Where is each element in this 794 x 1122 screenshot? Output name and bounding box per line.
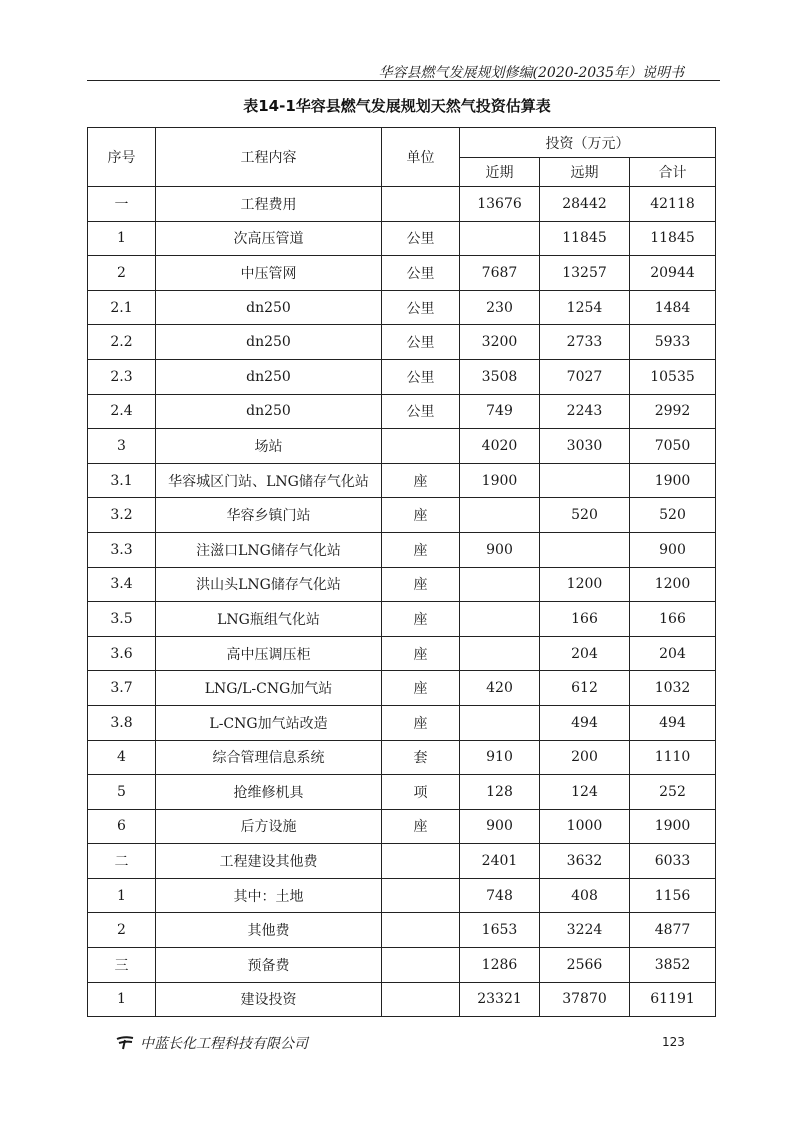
cell-far: 204 [540, 636, 630, 671]
header-content: 工程内容 [156, 128, 382, 187]
cell-near: 4020 [460, 429, 540, 464]
cell-total: 20944 [630, 256, 716, 291]
cell-content: 综合管理信息系统 [156, 740, 382, 775]
table-row [88, 636, 716, 671]
cell-content: 其他费 [156, 913, 382, 948]
cell-far: 200 [540, 740, 630, 775]
table-row [88, 809, 716, 844]
cell-content: 洪山头LNG储存气化站 [156, 567, 382, 602]
cell-near: 900 [460, 809, 540, 844]
cell-total: 1200 [630, 567, 716, 602]
cell-unit [382, 948, 460, 983]
cell-seq: 2.1 [88, 290, 156, 325]
cell-far: 7027 [540, 359, 630, 394]
cell-near: 749 [460, 394, 540, 429]
cell-total: 1032 [630, 671, 716, 706]
cell-seq: 一 [88, 187, 156, 222]
cell-unit: 公里 [382, 290, 460, 325]
cell-far: 3030 [540, 429, 630, 464]
table-row [88, 671, 716, 706]
cell-far: 3224 [540, 913, 630, 948]
cell-near [460, 602, 540, 637]
cell-near: 1900 [460, 463, 540, 498]
header-unit: 单位 [382, 128, 460, 187]
cell-unit: 座 [382, 498, 460, 533]
cell-near: 230 [460, 290, 540, 325]
cell-content: dn250 [156, 394, 382, 429]
table-row [88, 844, 716, 879]
cell-total: 4877 [630, 913, 716, 948]
page-number: 123 [662, 1035, 685, 1049]
cell-far: 13257 [540, 256, 630, 291]
cell-content: 中压管网 [156, 256, 382, 291]
cell-total: 520 [630, 498, 716, 533]
cell-near: 900 [460, 532, 540, 567]
cell-content: 注滋口LNG储存气化站 [156, 532, 382, 567]
cell-far: 1000 [540, 809, 630, 844]
cell-near [460, 567, 540, 602]
cell-near [460, 498, 540, 533]
table-row [88, 221, 716, 256]
cell-seq: 3.8 [88, 705, 156, 740]
cell-near: 3200 [460, 325, 540, 360]
cell-content: 后方设施 [156, 809, 382, 844]
cell-content: 抢维修机具 [156, 775, 382, 810]
table-row [88, 567, 716, 602]
cell-content: 预备费 [156, 948, 382, 983]
cell-seq: 1 [88, 221, 156, 256]
cell-content: dn250 [156, 290, 382, 325]
cell-unit: 座 [382, 705, 460, 740]
cell-total: 1900 [630, 463, 716, 498]
cell-far [540, 463, 630, 498]
table-title: 表14-1华容县燃气发展规划天然气投资估算表 [243, 97, 551, 115]
cell-content: 工程建设其他费 [156, 844, 382, 879]
cell-total: 42118 [630, 187, 716, 222]
cell-unit: 座 [382, 602, 460, 637]
cell-content: 次高压管道 [156, 221, 382, 256]
cell-total: 1484 [630, 290, 716, 325]
cell-far: 612 [540, 671, 630, 706]
cell-total: 204 [630, 636, 716, 671]
header-divider [87, 80, 720, 81]
cell-unit: 座 [382, 567, 460, 602]
cell-far: 2566 [540, 948, 630, 983]
cell-far: 2243 [540, 394, 630, 429]
cell-unit [382, 844, 460, 879]
cell-far: 2733 [540, 325, 630, 360]
header-far: 远期 [540, 158, 630, 187]
cell-far: 494 [540, 705, 630, 740]
cell-total: 252 [630, 775, 716, 810]
cell-seq: 3 [88, 429, 156, 464]
cell-seq: 3.4 [88, 567, 156, 602]
cell-unit [382, 913, 460, 948]
cell-total: 1900 [630, 809, 716, 844]
document-header-title: 华容县燃气发展规划修编(2020-2035年）说明书 [378, 65, 684, 81]
cell-seq: 1 [88, 982, 156, 1017]
cell-unit [382, 429, 460, 464]
table-row [88, 532, 716, 567]
cell-content: 华容城区门站、LNG储存气化站 [156, 463, 382, 498]
cell-content: 高中压调压柜 [156, 636, 382, 671]
cell-total: 10535 [630, 359, 716, 394]
cell-seq: 4 [88, 740, 156, 775]
cell-unit: 座 [382, 532, 460, 567]
table-row [88, 948, 716, 983]
cell-content: dn250 [156, 325, 382, 360]
cell-unit: 项 [382, 775, 460, 810]
cell-content: LNG瓶组气化站 [156, 602, 382, 637]
table-body [88, 187, 716, 1017]
table-row [88, 878, 716, 913]
table-row [88, 187, 716, 222]
cell-near: 7687 [460, 256, 540, 291]
cell-unit [382, 187, 460, 222]
company-logo-icon [116, 1036, 136, 1050]
table-row [88, 325, 716, 360]
cell-seq: 2 [88, 913, 156, 948]
cell-content: 其中：土地 [156, 878, 382, 913]
cell-total: 5933 [630, 325, 716, 360]
table-row [88, 359, 716, 394]
cell-seq: 2.3 [88, 359, 156, 394]
table-row [88, 982, 716, 1017]
cell-total: 11845 [630, 221, 716, 256]
cell-near [460, 636, 540, 671]
cell-unit: 座 [382, 463, 460, 498]
cell-unit: 座 [382, 671, 460, 706]
table-row [88, 740, 716, 775]
header-total: 合计 [630, 158, 716, 187]
cell-far: 1254 [540, 290, 630, 325]
cell-total: 166 [630, 602, 716, 637]
cell-near: 1653 [460, 913, 540, 948]
table-row [88, 394, 716, 429]
table-row [88, 256, 716, 291]
cell-seq: 3.7 [88, 671, 156, 706]
cell-far: 1200 [540, 567, 630, 602]
cell-total: 494 [630, 705, 716, 740]
cell-unit: 座 [382, 636, 460, 671]
cell-unit [382, 878, 460, 913]
cell-seq: 二 [88, 844, 156, 879]
cell-total: 61191 [630, 982, 716, 1017]
cell-seq: 2.4 [88, 394, 156, 429]
cell-unit: 公里 [382, 256, 460, 291]
cell-near [460, 221, 540, 256]
investment-estimate-table [87, 127, 716, 1017]
cell-seq: 6 [88, 809, 156, 844]
cell-near: 910 [460, 740, 540, 775]
cell-unit: 公里 [382, 221, 460, 256]
cell-far: 520 [540, 498, 630, 533]
cell-far: 408 [540, 878, 630, 913]
cell-seq: 5 [88, 775, 156, 810]
cell-seq: 3.2 [88, 498, 156, 533]
cell-total: 2992 [630, 394, 716, 429]
cell-near: 3508 [460, 359, 540, 394]
cell-content: 建设投资 [156, 982, 382, 1017]
cell-near: 420 [460, 671, 540, 706]
table-row [88, 429, 716, 464]
table-row [88, 913, 716, 948]
table-row [88, 463, 716, 498]
cell-unit: 套 [382, 740, 460, 775]
cell-total: 1110 [630, 740, 716, 775]
cell-content: 场站 [156, 429, 382, 464]
cell-near: 128 [460, 775, 540, 810]
table-row [88, 602, 716, 637]
cell-far: 124 [540, 775, 630, 810]
cell-total: 6033 [630, 844, 716, 879]
cell-seq: 2.2 [88, 325, 156, 360]
table-row [88, 290, 716, 325]
cell-seq: 3.6 [88, 636, 156, 671]
cell-seq: 3.1 [88, 463, 156, 498]
table-row [88, 775, 716, 810]
cell-near: 13676 [460, 187, 540, 222]
cell-unit: 座 [382, 809, 460, 844]
company-name: 中蓝长化工程科技有限公司 [140, 1036, 308, 1052]
cell-near: 23321 [460, 982, 540, 1017]
cell-seq: 1 [88, 878, 156, 913]
header-investment: 投资（万元） [460, 128, 716, 158]
cell-content: LNG/L-CNG加气站 [156, 671, 382, 706]
cell-total: 7050 [630, 429, 716, 464]
cell-total: 1156 [630, 878, 716, 913]
table-row [88, 498, 716, 533]
header-seq: 序号 [88, 128, 156, 187]
cell-unit [382, 982, 460, 1017]
cell-unit: 公里 [382, 359, 460, 394]
cell-total: 900 [630, 532, 716, 567]
cell-near: 748 [460, 878, 540, 913]
cell-seq: 2 [88, 256, 156, 291]
cell-far: 11845 [540, 221, 630, 256]
cell-content: 工程费用 [156, 187, 382, 222]
cell-far [540, 532, 630, 567]
cell-content: L-CNG加气站改造 [156, 705, 382, 740]
header-near: 近期 [460, 158, 540, 187]
cell-total: 3852 [630, 948, 716, 983]
cell-far: 3632 [540, 844, 630, 879]
footer-company [116, 1033, 308, 1053]
cell-near [460, 705, 540, 740]
cell-far: 28442 [540, 187, 630, 222]
cell-seq: 3.5 [88, 602, 156, 637]
cell-far: 166 [540, 602, 630, 637]
cell-near: 2401 [460, 844, 540, 879]
table-row [88, 705, 716, 740]
cell-seq: 三 [88, 948, 156, 983]
cell-unit: 公里 [382, 325, 460, 360]
cell-seq: 3.3 [88, 532, 156, 567]
cell-far: 37870 [540, 982, 630, 1017]
cell-content: 华容乡镇门站 [156, 498, 382, 533]
cell-unit: 公里 [382, 394, 460, 429]
cell-content: dn250 [156, 359, 382, 394]
cell-near: 1286 [460, 948, 540, 983]
